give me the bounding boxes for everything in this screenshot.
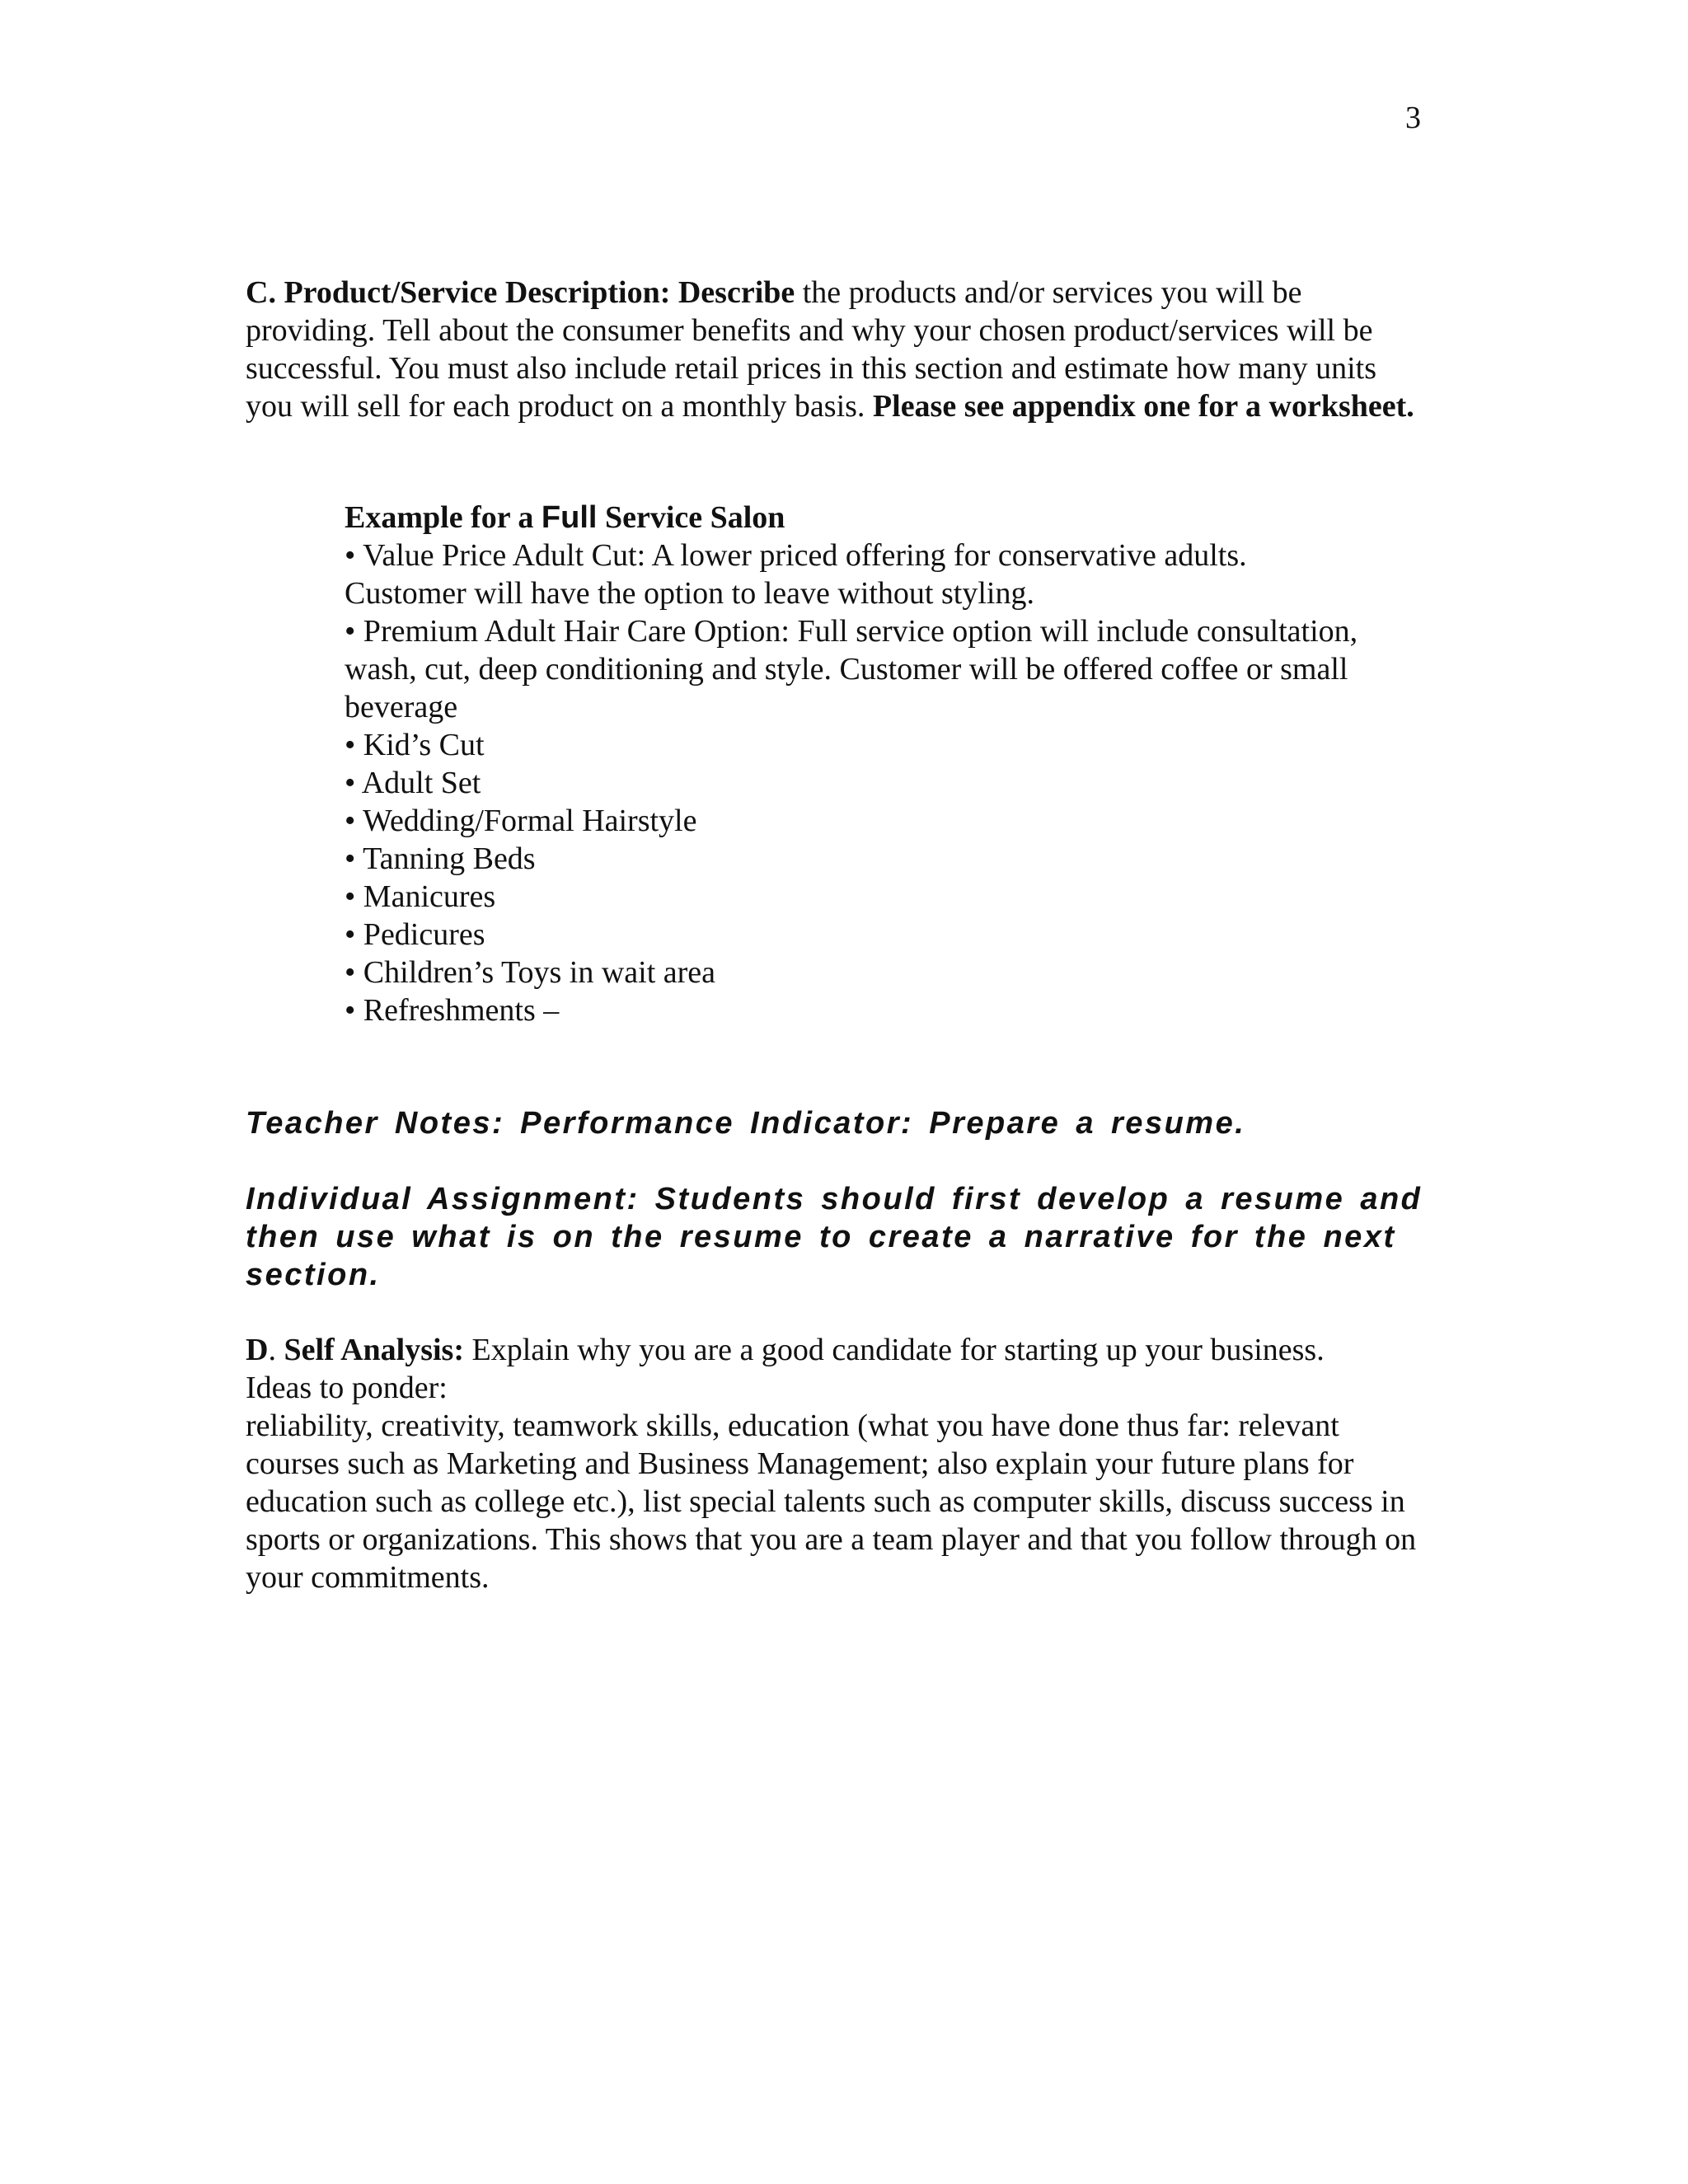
section-c-lead: Describe <box>678 275 795 310</box>
example-title-post: Service Salon <box>597 500 785 535</box>
teacher-notes-indicator: Teacher Notes: Performance Indicator: Prepare a resume. <box>246 1106 1246 1141</box>
section-c-body: the products and/or services you will be providing. Tell about the consumer benefits and why your chosen product/services will be successful. You must also include retail prices in this section and estimate how many units you will sell for each product on a monthly basis. <box>246 275 1377 424</box>
list-item: • Adult Set <box>345 766 481 800</box>
section-d-letter: D <box>246 1333 269 1367</box>
section-d-label: Self Analysis: <box>284 1333 464 1367</box>
list-item: • Pedicures <box>345 917 485 952</box>
example-title-pre: Example for a <box>345 500 542 535</box>
example-title-full: Full <box>541 500 598 535</box>
list-item: • Wedding/Formal Hairstyle <box>345 804 697 838</box>
list-item: • Refreshments – <box>345 993 560 1028</box>
list-item: • Children’s Toys in wait area <box>345 955 716 990</box>
list-item: Customer will have the option to leave without styling. <box>345 576 1034 611</box>
section-d-body: reliability, creativity, teamwork skills, education (what you have done thus far: relevant courses such as Marketing and Business Management; also explain your future plans for education such as college etc.), list special talents such as computer skills, discuss success in sports or organizations. This shows that you are a team player and that you follow through on your commitments. <box>246 1408 1417 1595</box>
teacher-notes-assignment: Individual Assignment: Students should first develop a resume and then use what is on the resume to create a narrative for the next section. <box>246 1182 1423 1292</box>
list-item: • Value Price Adult Cut: A lower priced offering for conservative adults. <box>345 538 1247 573</box>
section-d-dot: . <box>268 1333 284 1367</box>
section-d-heading-line <box>246 1331 1424 1369</box>
section-d-intro: Explain why you are a good candidate for starting up your business. <box>464 1333 1325 1367</box>
list-item: • Manicures <box>345 879 496 914</box>
section-c-appendix-note: Please see appendix one for a worksheet. <box>872 389 1414 424</box>
list-item: • Tanning Beds <box>345 841 536 876</box>
section-c-paragraph <box>246 274 1424 425</box>
section-d-ponder: Ideas to ponder: <box>246 1371 448 1405</box>
list-item: • Premium Adult Hair Care Option: Full service option will include consultation, wash, cut, deep conditioning and style. Customer will be offered coffee or small beverage <box>345 614 1358 724</box>
example-title <box>345 499 1432 537</box>
example-list <box>345 499 1432 1029</box>
section-d-paragraph <box>246 1331 1424 1596</box>
list-item: • Kid’s Cut <box>345 728 485 762</box>
section-c-label: C. Product/Service Description: <box>246 275 671 310</box>
page-number: 3 <box>1405 101 1421 135</box>
